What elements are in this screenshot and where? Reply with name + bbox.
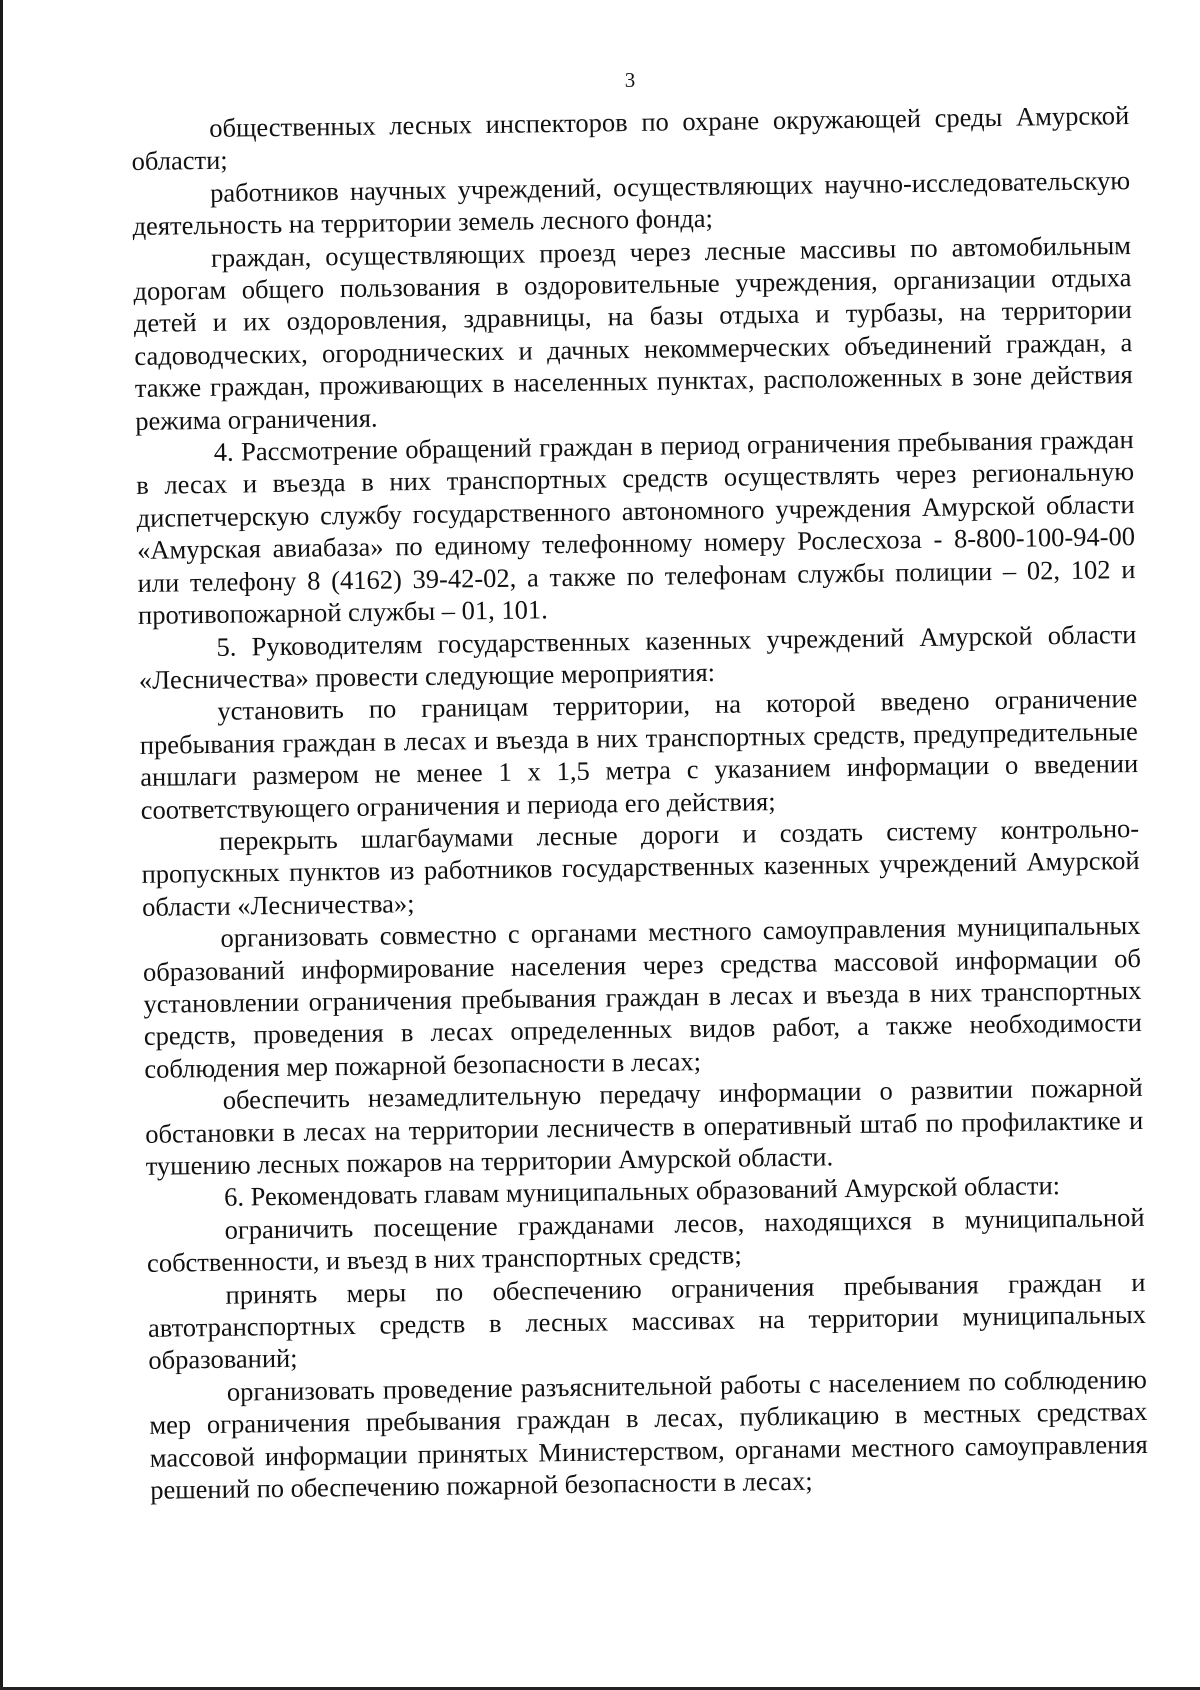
paragraph-barriers: перекрыть шлагбаумами лесные дороги и создать систему контрольно-пропускных пунктов из работников государственных казенных учреждений Амурской области «Лесничества»; [141,812,1140,922]
paragraph-reporting: обеспечить незамедлительную передачу информации о развитии пожарной обстановки в лесах на территории лесничеств в оперативный штаб по профилактике и тушению лесных пожаров на территории Амурской области. [145,1072,1144,1181]
paragraph-research-workers: работников научных учреждений, осуществляющих научно-исследовательскую деятельность на территории земель лесного фонда; [132,164,1131,242]
paragraph-explanatory-work: организовать проведение разъяснительной работы с населением по соблюдению мер ограничения пребывания граждан в лесах, публикацию в местных средствах массовой информации принятых Министерством, органами местного самоуправления решений по обеспечению пожарной безопасности в лесах; [149,1363,1148,1505]
paragraph-take-measures: принять меры по обеспечению ограничения пребывания граждан и автотранспортных средств в лесных массивах на территории муниципальных образований; [147,1266,1147,1376]
paragraph-transit-citizens: граждан, осуществляющих проезд через лесные массивы по автомобильным дорогам общего пользования в оздоровительные учреждения, организации отдыха детей и их оздоровления, здравницы, на базы отдыха и турбазы, на территории садоводческих, огороднических и дачных некоммерческих объединений граждан, а также граждан, проживающих в населенных пунктах, расположенных в зоне действия режима ограничения. [133,229,1133,436]
page-number: 3 [624,68,636,92]
paragraph-signposts: установить по границам территории, на которой введено ограничение пребывания граждан в лесах и въезда в них транспортных средств, предупредительные аншлаги размером не менее 1 х 1,5 метра с указанием информации о введении соответствующего ограничения и периода его действия; [139,683,1139,825]
paragraph-informing: организовать совместно с органами местного самоуправления муниципальных образований информирование населения через средства массовой информации об установлении ограничения пребывания граждан в лесах и въезда в них транспортных средств, проведения в лесах определенных видов работ, а также необходимости соблюдения мер пожарной безопасности в лесах; [142,910,1143,1084]
scan-edge-left [0,0,3,1690]
document-body [131,99,1148,1506]
paragraph-item-5: 5. Руководителям государственных казенных учреждений Амурской области «Лесничества» провести следующие мероприятия: [138,618,1137,695]
paragraph-item-6: 6. Рекомендовать главам муниципальных образований Амурской области: [223,1170,1061,1213]
paragraph-restrict-visits: ограничить посещение гражданами лесов, находящихся в муниципальной собственности, и въезд в них транспортных средств; [146,1201,1145,1279]
paragraph-item-4: 4. Рассмотрение обращений граждан в период ограничения пребывания граждан в лесах и въезда в них транспортных средств осуществлять через региональную диспетчерскую службу государственного автономного учреждения Амурской области «Амурская авиабаза» по единому телефонному номеру Рослесхоза - 8-800-100-94-00 или телефону 8 (4162) 39-42-02, а также по телефонам службы полиции – 02, 102 и противопожарной службы – 01, 101. [135,424,1136,631]
paragraph-forest-inspectors: общественных лесных инспекторов по охране окружающей среды Амурской области; [131,100,1130,177]
